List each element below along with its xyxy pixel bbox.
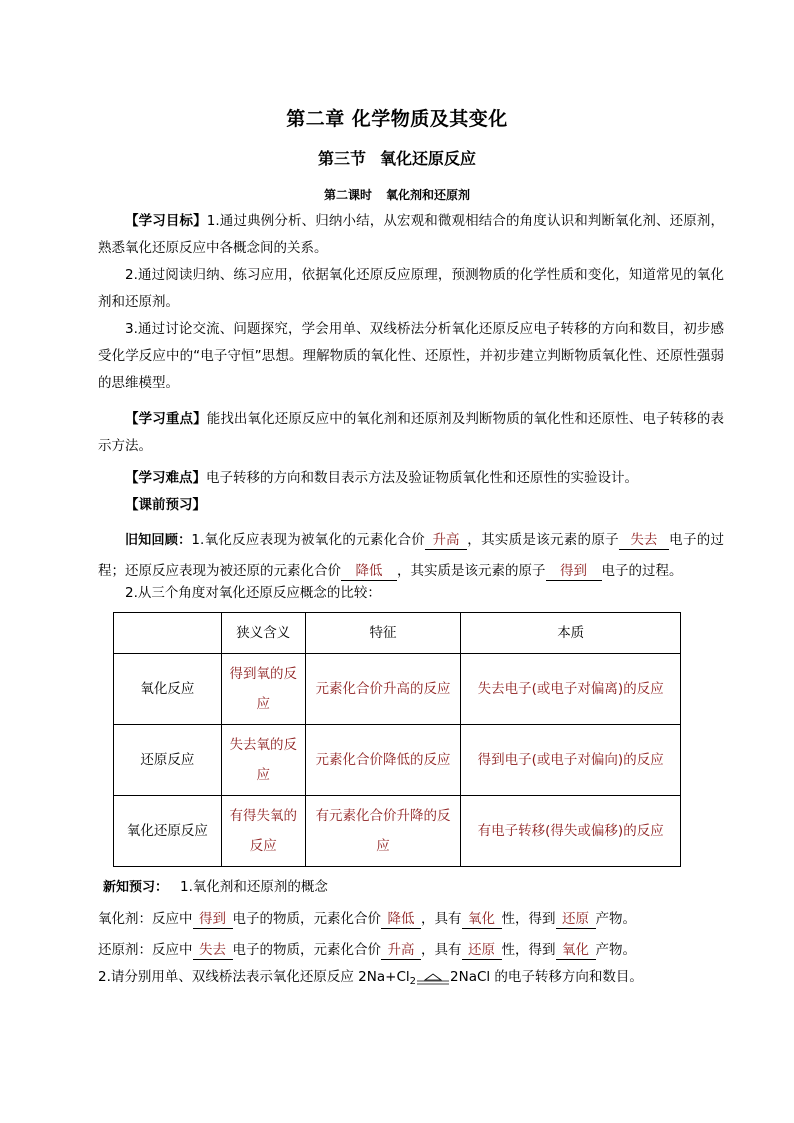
difficulty: [98, 465, 724, 492]
oxidant-text-c: ，具有: [421, 911, 462, 927]
reductant-blank-1: 失去: [193, 941, 233, 960]
new-knowledge-title: 1.氧化剂和还原剂的概念: [180, 879, 328, 895]
section-number: 第三节: [317, 149, 366, 168]
lesson-number: 第二课时: [323, 188, 372, 202]
reductant-text-d: 性，得到: [501, 942, 556, 958]
row-feature: 元素化合价降低的反应: [305, 725, 461, 796]
reductant-text-a: 还原剂：反应中: [98, 942, 193, 958]
table-row: [114, 796, 681, 867]
review-blank-2: 失去: [619, 531, 669, 550]
table-header-cell: 特征: [305, 613, 461, 654]
bridge-question-text-b: 2NaCl 的电子转移方向和数目。: [450, 969, 643, 985]
section-title: [0, 146, 794, 169]
reductant-blank-3: 还原: [462, 941, 502, 960]
comparison-table: [113, 612, 681, 867]
table-header-cell: [114, 613, 222, 654]
row-name: 氧化还原反应: [114, 796, 222, 867]
oxidant-text-a: 氧化剂：反应中: [98, 911, 193, 927]
table-row: [114, 725, 681, 796]
reductant-text-e: 产物。: [595, 942, 636, 958]
reaction-equals-sign: [416, 970, 450, 984]
goals-label: 【学习目标】: [125, 213, 207, 229]
review-label: 旧知回顾：: [125, 533, 192, 548]
focus-text: 能找出氧化还原反应中的氧化剂和还原剂及判断物质的氧化性和还原性、电子转移的表示方法。: [98, 411, 725, 454]
oxidant-text-d: 性，得到: [501, 911, 556, 927]
row-name: 还原反应: [114, 725, 222, 796]
goal-2-text: 2.通过阅读归纳、练习应用，依据氧化还原反应原理，预测物质的化学性质和变化，知道常见的氧化剂和还原剂。: [98, 267, 724, 310]
review-text-c: 电子的过程；还原反应表现为被还原的元素化合价: [98, 532, 725, 579]
table-header-row: [114, 613, 681, 654]
reductant-definition: [98, 937, 724, 964]
review-blank-3: 降低: [341, 562, 397, 581]
row-feature: 有元素化合价升降的反应: [305, 796, 461, 867]
reductant-blank-2: 升高: [381, 941, 421, 960]
difficulty-text: 电子转移的方向和数目表示方法及验证物质氧化性和还原性的实验设计。: [206, 470, 638, 486]
reductant-blank-4: 氧化: [556, 941, 596, 960]
review-text-a: 1.氧化反应表现为被氧化的元素化合价: [191, 532, 426, 548]
lesson-name: 氧化剂和还原剂: [386, 188, 471, 202]
oxidant-blank-4: 还原: [556, 910, 596, 929]
table-row: [114, 654, 681, 725]
table-header-cell: 狭义含义: [221, 613, 305, 654]
oxidant-blank-3: 氧化: [462, 910, 502, 929]
goal-3: [98, 316, 724, 397]
goal-1-text: 1.通过典例分析、归纳小结，从宏观和微观相结合的角度认识和判断氧化剂、还原剂，熟悉氧化还原反应中各概念间的关系。: [98, 213, 725, 256]
table-header-cell: 本质: [461, 613, 681, 654]
goal-1: [98, 208, 724, 262]
review-blank-4: 得到: [546, 562, 602, 581]
chlorine-subscript: 2: [409, 976, 416, 987]
row-narrow: 失去氧的反应: [221, 725, 305, 796]
difficulty-label: 【学习难点】: [125, 470, 206, 486]
comparison-intro-text: 2.从三个角度对氧化还原反应概念的比较：: [125, 585, 381, 601]
row-name: 氧化反应: [114, 654, 222, 725]
row-feature: 元素化合价升高的反应: [305, 654, 461, 725]
row-essence: 失去电子(或电子对偏离)的反应: [461, 654, 681, 725]
review-text-e: 电子的过程。: [601, 563, 683, 579]
new-knowledge-label: 新知预习：: [103, 880, 169, 895]
comparison-intro: [98, 580, 724, 607]
chapter-title: 第二章 化学物质及其变化: [286, 108, 508, 130]
focus-label: 【学习重点】: [125, 411, 207, 427]
focus: [98, 406, 724, 460]
preview-label: 【课前预习】: [125, 497, 206, 513]
review-text-d: ，其实质是该元素的原子: [397, 563, 546, 579]
oxidant-text-e: 产物。: [595, 911, 636, 927]
oxidant-blank-2: 降低: [381, 910, 421, 929]
review-text-b: ，其实质是该元素的原子: [467, 532, 619, 548]
goal-2: [98, 262, 724, 316]
row-essence: 有电子转移(得失或偏移)的反应: [461, 796, 681, 867]
section-name: 氧化还原反应: [380, 149, 477, 168]
row-essence: 得到电子(或电子对偏向)的反应: [461, 725, 681, 796]
lesson-title: [0, 186, 794, 203]
reductant-text-b: 电子的物质，元素化合价: [232, 942, 381, 958]
new-knowledge-heading: [103, 874, 729, 901]
row-narrow: 有得失氧的反应: [221, 796, 305, 867]
preview-heading: [98, 492, 724, 519]
oxidant-definition: [98, 906, 724, 933]
bridge-question-text-a: 2.请分别用单、双线桥法表示氧化还原反应 2Na+Cl: [98, 969, 410, 985]
row-narrow: 得到氧的反应: [221, 654, 305, 725]
oxidant-text-b: 电子的物质，元素化合价: [232, 911, 381, 927]
review-blank-1: 升高: [425, 531, 467, 550]
goal-3-text: 3.通过讨论交流、问题探究，学会用单、双线桥法分析氧化还原反应电子转移的方向和数目，初步感受化学反应中的“电子守恒”思想。理解物质的氧化性、还原性，并初步建立判断物质氧化性、还原性强弱的思维模型。: [98, 321, 724, 391]
review-paragraph: [98, 525, 724, 587]
reductant-text-c: ，具有: [421, 942, 462, 958]
oxidant-blank-1: 得到: [193, 910, 233, 929]
bridge-question: [98, 964, 724, 995]
